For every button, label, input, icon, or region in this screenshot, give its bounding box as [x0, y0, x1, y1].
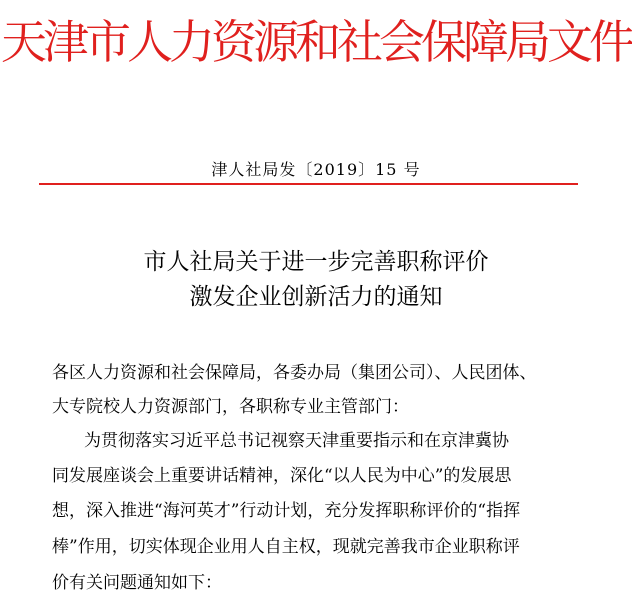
document-number: 津人社局发〔2019〕15 号 — [211, 160, 421, 179]
addressee-line-1: 各区人力资源和社会保障局，各委办局（集团公司）、人民团体、 — [52, 363, 537, 383]
body-line-1: 为贯彻落实习近平总书记视察天津重要指示和在京津冀协 — [84, 431, 509, 451]
body-line-3: 想，深入推进“海河英才”行动计划，充分发挥职称评价的“指挥 — [52, 501, 521, 521]
body-line-2: 同发展座谈会上重要讲话精神，深化“以人民为中心”的发展思 — [52, 466, 512, 486]
addressee-line-2: 大专院校人力资源部门，各职称专业主管部门： — [52, 397, 409, 417]
issuer-title: 天津市人力资源和社会保障局文件 — [1, 15, 631, 69]
body-line-5: 价有关问题通知如下： — [52, 573, 222, 593]
red-divider-line — [39, 183, 578, 185]
body-line-4: 棒”作用，切实体现企业用人自主权，现就完善我市企业职称评 — [52, 537, 520, 557]
notice-title-line-2: 激发企业创新活力的通知 — [189, 284, 443, 310]
notice-title-line-1: 市人社局关于进一步完善职称评价 — [143, 249, 489, 275]
